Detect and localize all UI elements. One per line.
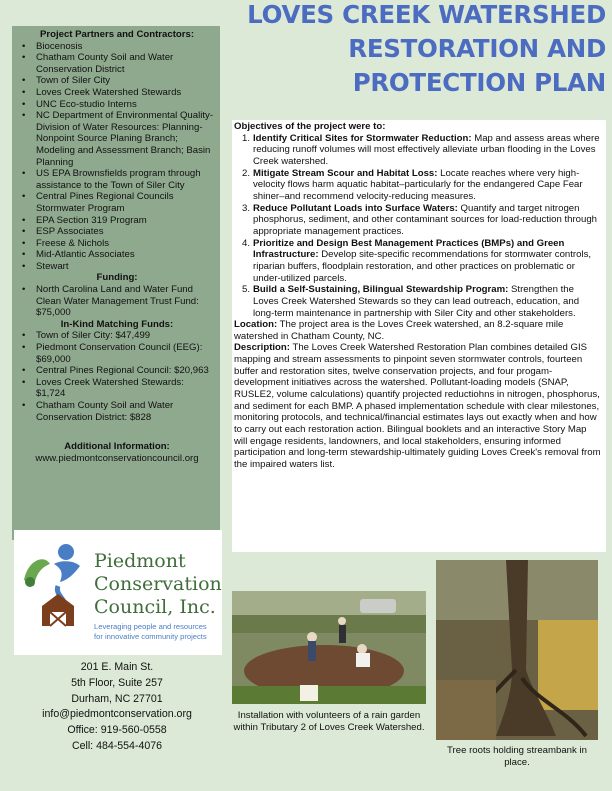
partner-item: • UNC Eco-studio Interns [20, 99, 214, 111]
partner-item: • ESP Associates [20, 226, 214, 238]
location-label: Location: [234, 319, 278, 331]
partners-heading: Project Partners and Contractors: [39, 29, 195, 40]
tree-roots-photo [436, 560, 598, 740]
logo-word: Piedmont [94, 550, 186, 572]
partner-item: • Town of Siler City [20, 75, 214, 87]
partner-item: • Biocenosis [20, 41, 214, 53]
partner-item: • Stewart [20, 261, 214, 273]
partner-item: • EPA Section 319 Program [20, 215, 214, 227]
title-line: LOVES CREEK WATERSHED [247, 0, 606, 29]
water-area [538, 620, 598, 710]
objective-number: 5. [242, 284, 251, 296]
location-text: The project area is the Loves Creek watershed, an 8.2-square mile watershed in Chatham County, NC. [234, 319, 564, 342]
objective-item [234, 238, 602, 285]
person-body-shape [339, 625, 346, 643]
inkind-item: • Piedmont Conservation Council (EEG): $69,000 [20, 342, 214, 365]
inkind-item: • Loves Creek Watershed Stewards: $1,724 [20, 377, 214, 400]
objective-number: 4. [242, 237, 251, 249]
partner-item: • Chatham County Soil and Water Conservation District [20, 52, 214, 75]
person-shape [357, 644, 367, 654]
additional-info-heading: Additional Information: [64, 441, 170, 453]
objective-number: 2. [242, 167, 251, 179]
sidebar [12, 26, 220, 540]
funding-heading: Funding: [96, 272, 138, 284]
objective-number: 3. [242, 202, 251, 214]
tree-roots-caption: Tree roots holding streambank in place. [447, 745, 587, 768]
tree-line [232, 615, 426, 633]
address-line: 201 E. Main St. [80, 661, 154, 673]
main-content [232, 120, 606, 552]
objective-title: Reduce Pollutant Loads into Surface Waters: [253, 202, 458, 214]
inkind-item: • Chatham County Soil and Water Conservation District: $828 [20, 400, 214, 423]
funding-list [20, 284, 214, 319]
contact-info [12, 660, 222, 755]
objective-item [234, 168, 602, 203]
person-shape [307, 632, 317, 642]
objective-number: 1. [242, 132, 251, 144]
objective-text: Strengthen the Loves Creek Watershed Stewards so they can lead outreach, education, and long-term maintenance in partnership with Siler City and other stakeholders. [253, 284, 580, 319]
cell-phone: Cell: 484-554-4076 [71, 739, 163, 752]
objective-text: Locate reaches where very high-velocity flows harm aquatic habitat–particularly for the endangered Cape Fear shiner–and recommend velocity-reducing measures. [253, 167, 583, 202]
objective-title: Build a Self-Sustaining, Bilingual Stewardship Program: [253, 284, 509, 296]
bank-area [436, 680, 496, 740]
person-body-shape [308, 641, 316, 661]
partner-item: • Freese & Nichols [20, 238, 214, 250]
office-phone: Office: 919-560-0558 [67, 724, 167, 737]
objectives-heading: Objectives of the project were to: [234, 121, 386, 132]
inkind-heading: In-Kind Matching Funds: [60, 318, 174, 330]
title-line: RESTORATION AND [348, 34, 606, 63]
objective-text: Develop site-specific recommendations for stormwater controls, riparian buffers, floodplain restoration, and other practices on problematic or under-utilized parcels. [253, 249, 592, 284]
person-body-icon [54, 561, 80, 582]
car-shape [360, 599, 396, 613]
pcc-logo [14, 530, 222, 655]
dot-icon [25, 577, 35, 587]
person-head-icon [58, 544, 74, 560]
grass-area [232, 686, 426, 704]
partner-item: • Mid-Atlantic Associates [20, 249, 214, 261]
page-title [224, 0, 612, 100]
person-shape [338, 617, 346, 625]
rain-garden-caption: Installation with volunteers of a rain garden within Tributary 2 of Loves Creek Watershed. [233, 710, 425, 733]
partner-item: • Central Pines Regional Councils Stormwater Program [20, 191, 214, 214]
address-line: Durham, NC 27701 [71, 692, 163, 705]
pcc-logo-graphic [14, 530, 222, 655]
inkind-list [20, 330, 214, 423]
website-link[interactable]: www.piedmontconservationcouncil.org [35, 452, 199, 464]
description-paragraph [234, 342, 602, 470]
description-label: Description: [234, 342, 290, 354]
objective-title: Prioritize and Design Best Management Practices (BMPs) and Green Infrastructure: [253, 237, 565, 261]
objective-item [234, 203, 602, 238]
description-text: The Loves Creek Watershed Restoration Plan combines detailed GIS mapping and stream assessments to pinpoint seven stormwater controls, fourteen buffer and restoration sites, twelve conservation projects, and four progam-development initiatives across the watershed. Pollutant-loading models (SNAP, RUSLE2, volume calculations) quantify projected reductiohns in nitrogen, phosphorus, and sediment for each BMP. A phased implementation schedule with clear milestones, monitoring protocols, and technical/financial estimates lays out exactly when and how to carry out each restoration action. Bilingual booklets and an interactive Story Map will engage residents, landowners, and local stakeholders, ensuring informed participation and long-term stewardship-ultimately guiding Loves Creek's removal from the impaired waters list. [234, 342, 601, 471]
inkind-item: • Central Pines Regional Council: $20,963 [20, 365, 214, 377]
logo-word: Conservation [94, 573, 222, 595]
objective-text: Quantify and target nitrogen phosphorus, sediment, and other contaminant sources for load-reduction through appropriate management practices. [253, 202, 597, 237]
rain-garden-photo [232, 591, 426, 704]
location-paragraph [234, 319, 602, 342]
logo-tagline: Leveraging people and resources [94, 622, 207, 631]
objectives-list [234, 133, 602, 320]
objective-item [234, 284, 602, 319]
person-body-shape [356, 653, 370, 667]
inkind-item: • Town of Siler City: $47,499 [20, 330, 214, 342]
partner-item: • Loves Creek Watershed Stewards [20, 87, 214, 99]
funding-item: • North Carolina Land and Water Fund Clean Water Management Trust Fund: $75,000 [20, 284, 214, 319]
objective-item [234, 133, 602, 168]
partner-item: • US EPA Brownsfields program through assistance to the Town of Siler City [20, 168, 214, 191]
logo-tagline: for innovative community projects [94, 632, 207, 641]
title-line: PROTECTION PLAN [352, 68, 606, 97]
objective-title: Mitigate Stream Scour and Habitat Loss: [253, 167, 438, 179]
objective-title: Identify Critical Sites for Stormwater Reduction: [253, 132, 472, 144]
bucket-shape [300, 685, 318, 701]
partners-list [20, 41, 214, 273]
logo-word: Council, Inc. [94, 596, 216, 618]
objective-text: Map and assess areas where reducing runoff volumes will most effectively alleviate urban flooding in the Loves Creek watershed. [253, 132, 600, 167]
address-line: 5th Floor, Suite 257 [71, 676, 163, 689]
partner-item: • NC Department of Environmental Quality- Division of Water Resources: Planning-Nonpoint Source Planing Branch; Modeling and Assessment Branch; Basin Planning [20, 110, 214, 168]
email-link[interactable]: info@piedmontconservation.org [42, 708, 192, 721]
